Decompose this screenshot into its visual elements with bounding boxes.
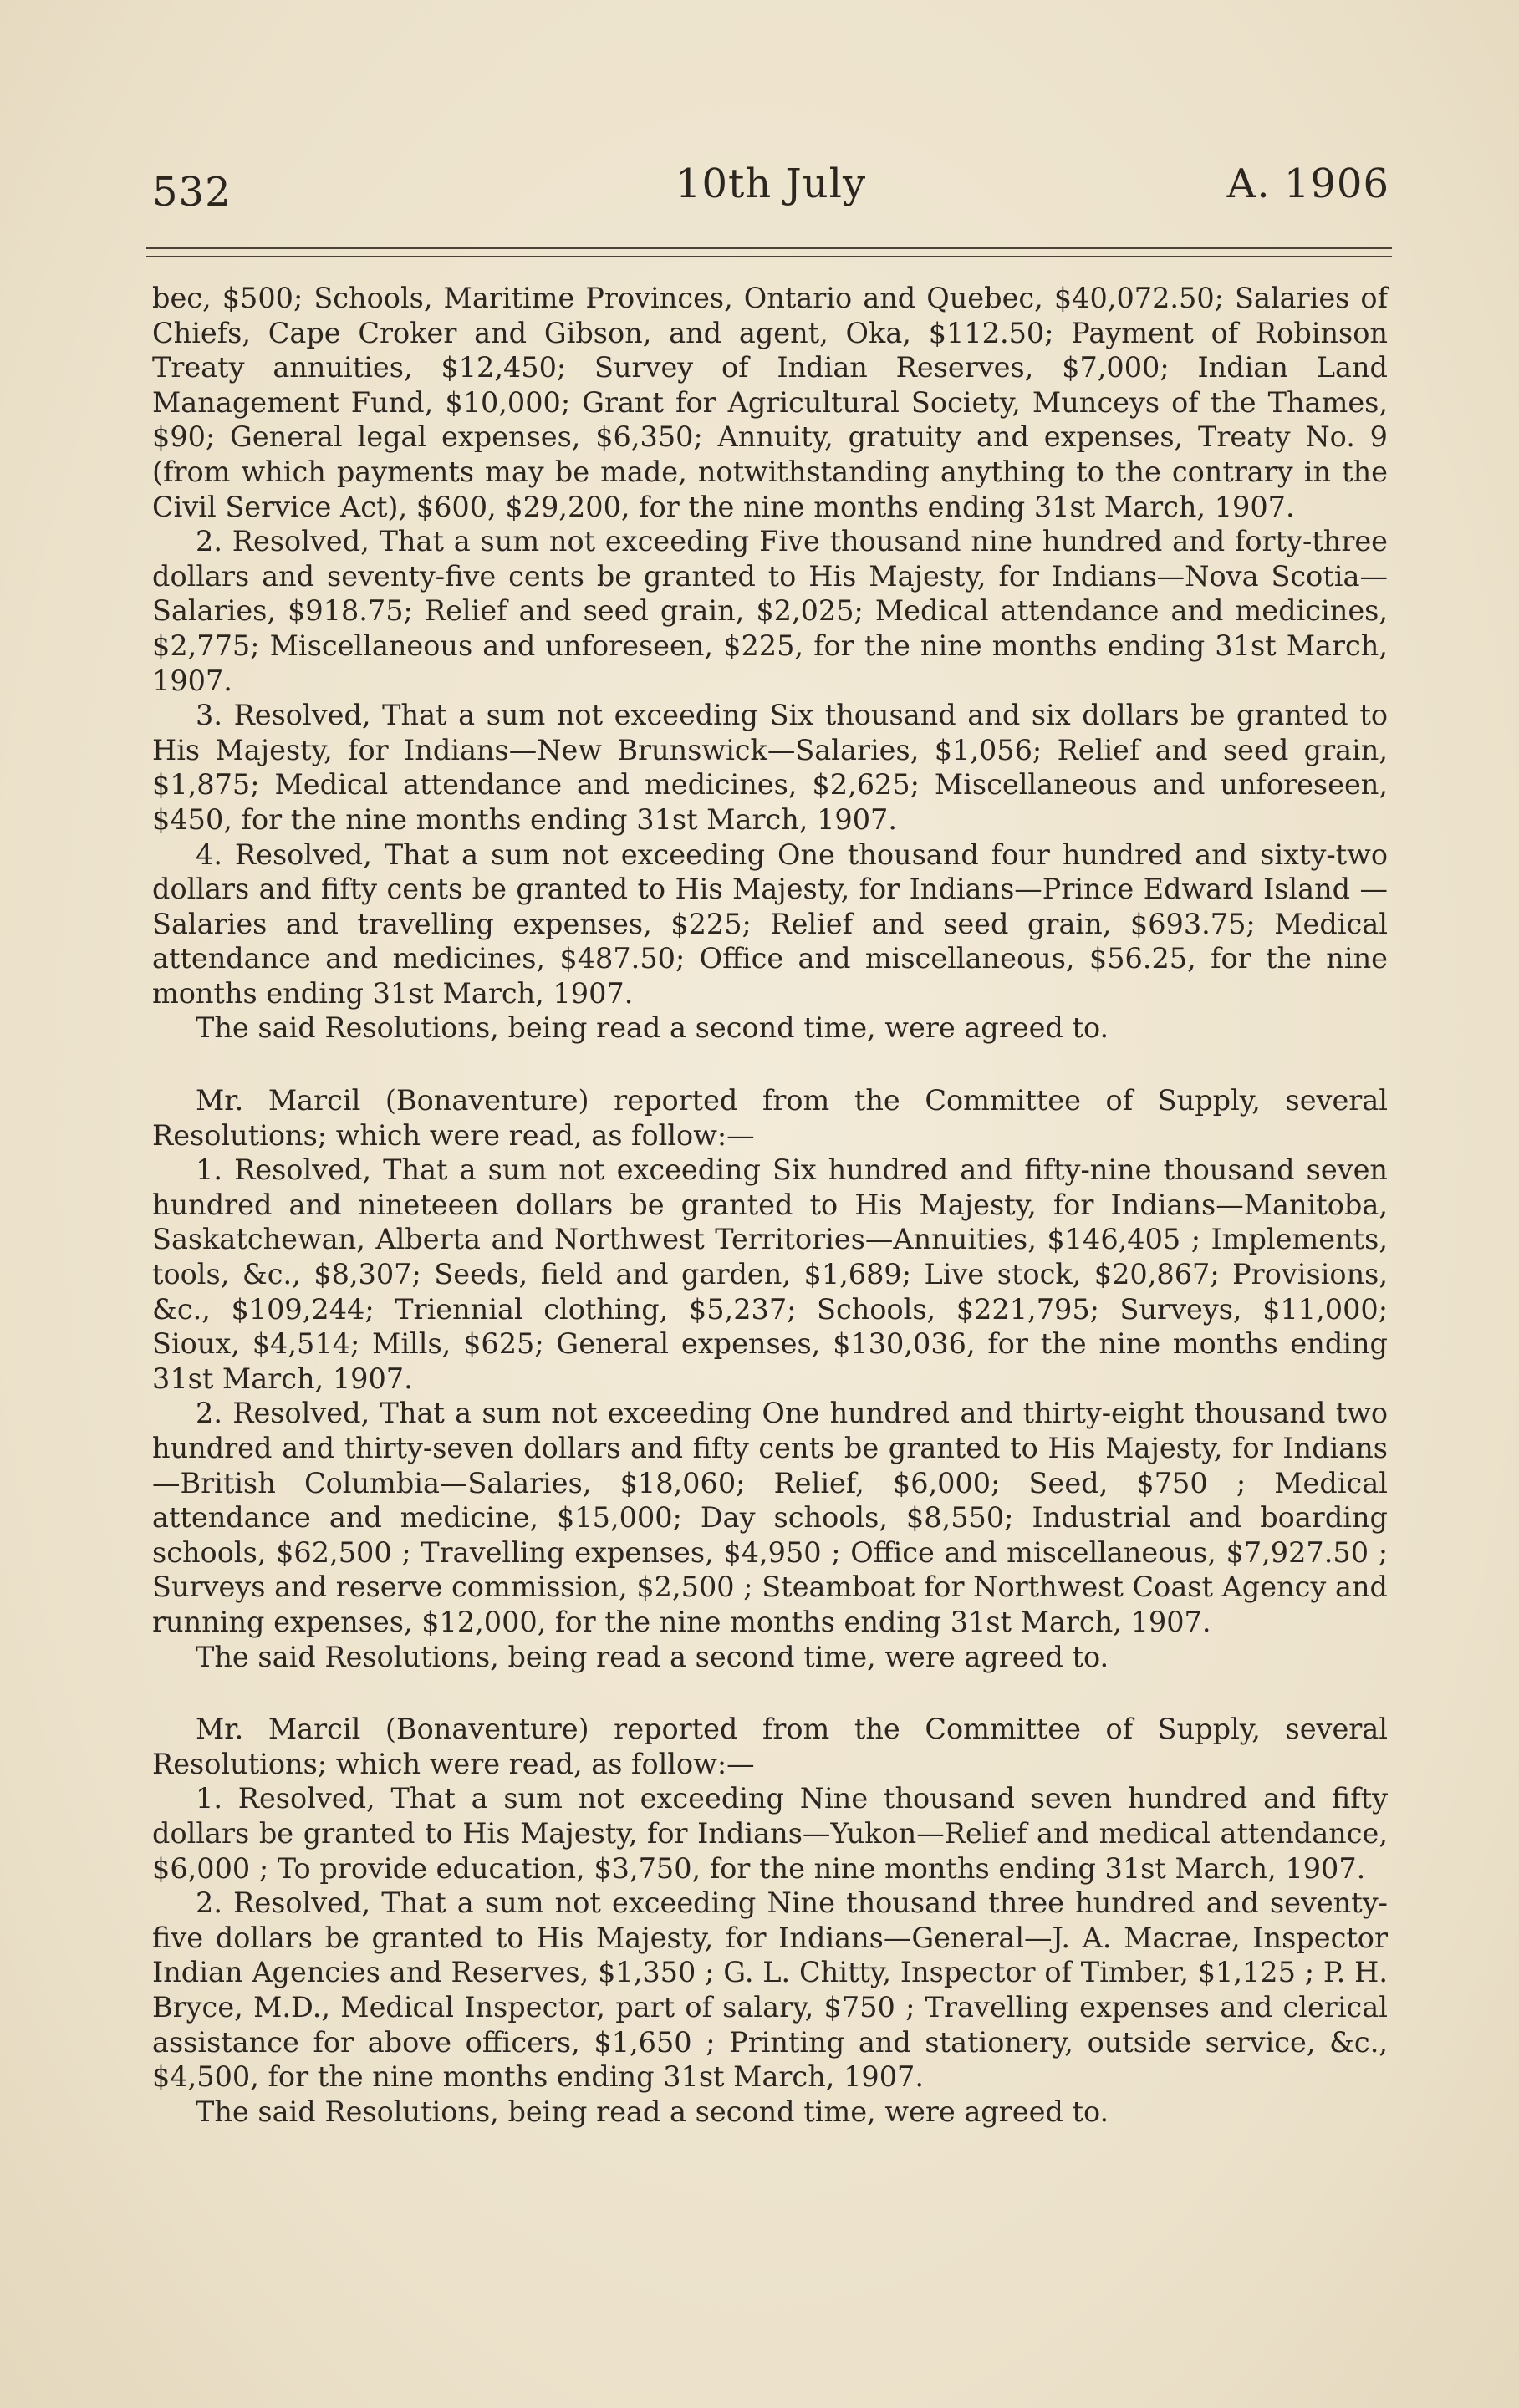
page-date: 10th July	[675, 160, 867, 207]
page-number: 532	[152, 169, 232, 216]
page-header	[152, 159, 1389, 217]
paragraph-resolution: 2. Resolved, That a sum not exceeding Five thousand nine hundred and forty-three dollars and seventy-five cents be granted to His Majesty, for Indians—Nova Scotia—Salaries, $918.75; Relief and seed grain, $2,025; Medical attendance and medicines, $2,775; Miscellaneous and unforeseen, $225, for the nine months ending 31st March, 1907.	[152, 525, 1388, 697]
paragraph-resolution: 1. Resolved, That a sum not exceeding Nine thousand seven hundred and fifty dollars be granted to His Majesty, for Indians—Yukon—Relief and medical attendance, $6,000 ; To provide education, $3,750, for the nine months ending 31st March, 1907.	[152, 1782, 1388, 1885]
paragraph-resolution: 1. Resolved, That a sum not exceeding Six hundred and fifty-nine thousand seven hundred and nineteeen dollars be granted to His Majesty, for Indians—Manitoba, Saskatchewan, Alberta and Northwest Territories—Annuities, $146,405 ; Implements, tools, &c., $8,307; Seeds, field and garden, $1,689; Live stock, $20,867; Provisions, &c., $109,244; Triennial clothing, $5,237; Schools, $221,795; Surveys, $11,000; Sioux, $4,514; Mills, $625; General expenses, $130,036, for the nine months ending 31st March, 1907.	[152, 1153, 1388, 1395]
paragraph-resolution: 3. Resolved, That a sum not exceeding Six thousand and six dollars be granted to His Majesty, for Indians—New Brunswick—Salaries, $1,056; Relief and seed grain, $1,875; Medical attendance and medicines, $2,625; Miscellaneous and unforeseen, $450, for the nine months ending 31st March, 1907.	[152, 699, 1388, 836]
paragraph-report: Mr. Marcil (Bonaventure) reported from the Committee of Supply, several Resolutions; which were read, as follow:—	[152, 1084, 1388, 1152]
paragraph-resolution: 2. Resolved, That a sum not exceeding Nine thousand three hundred and seventy-five dollars be granted to His Majesty, for Indians—General—J. A. Macrae, Inspector Indian Agencies and Reserves, $1,350 ; G. L. Chitty, Inspector of Timber, $1,125 ; P. H. Bryce, M.D., Medical Inspector, part of salary, $750 ; Travelling expenses and clerical assistance for above officers, $1,650 ; Printing and stationery, outside service, &c., $4,500, for the nine months ending 31st March, 1907.	[152, 1886, 1388, 2094]
paragraph-resolution: 2. Resolved, That a sum not exceeding One hundred and thirty-eight thousand two hundred and thirty-seven dollars and fifty cents be granted to His Majesty, for Indians—British Columbia—Salaries, $18,060; Relief, $6,000; Seed, $750 ; Medical attendance and medicine, $15,000; Day schools, $8,550; Industrial and boarding schools, $62,500 ; Travelling expenses, $4,950 ; Office and miscellaneous, $7,927.50 ; Surveys and reserve commission, $2,500 ; Steamboat for Northwest Coast Agency and running expenses, $12,000, for the nine months ending 31st March, 1907.	[152, 1397, 1388, 1638]
paragraph-resolution: 4. Resolved, That a sum not exceeding One thousand four hundred and sixty-two dollars and fifty cents be granted to His Majesty, for Indians—Prince Edward Island —Salaries and travelling expenses, $225; Relief and seed grain, $693.75; Medical attendance and medicines, $487.50; Office and miscellaneous, $56.25, for the nine months ending 31st March, 1907.	[152, 837, 1388, 1010]
paragraph-agreed: The said Resolutions, being read a second time, were agreed to.	[196, 1640, 1109, 1673]
body-text	[152, 281, 1388, 2129]
header-rule-bottom	[146, 256, 1392, 257]
header-rule-top	[146, 247, 1392, 249]
paragraph-continuation: bec, $500; Schools, Maritime Provinces, Ontario and Quebec, $40,072.50; Salaries of Chiefs, Cape Croker and Gibson, and agent, Oka, $112.50; Payment of Robinson Treaty annuities, $12,450; Survey of Indian Reserves, $7,000; Indian Land Management Fund, $10,000; Grant for Agricultural Society, Munceys of the Thames, $90; General legal expenses, $6,350; Annuity, gratuity and expenses, Treaty No. 9 (from which payments may be made, notwithstanding anything to the contrary in the Civil Service Act), $600, $29,200, for the nine months ending 31st March, 1907.	[152, 282, 1388, 523]
paragraph-agreed: The said Resolutions, being read a second time, were agreed to.	[196, 1011, 1109, 1045]
paragraph-agreed: The said Resolutions, being read a second time, were agreed to.	[196, 2095, 1109, 2128]
page-year: A. 1906	[1226, 160, 1389, 207]
paragraph-report: Mr. Marcil (Bonaventure) reported from the Committee of Supply, several Resolutions; which were read, as follow:—	[152, 1713, 1388, 1780]
